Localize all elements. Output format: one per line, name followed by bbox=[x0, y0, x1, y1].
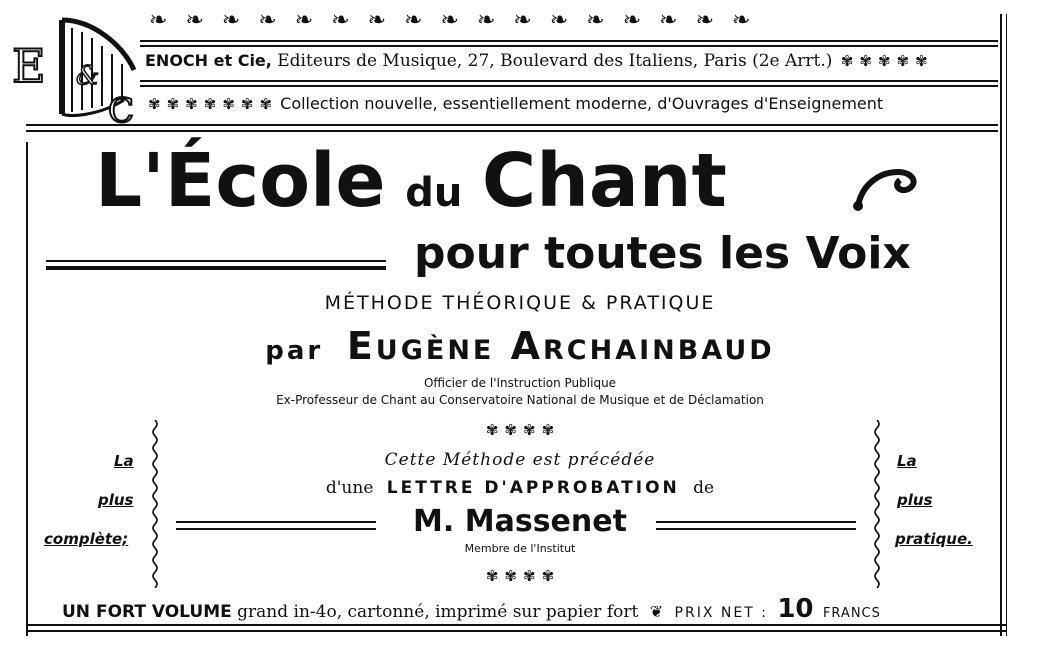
fleuron-icon: ✾ bbox=[485, 421, 499, 439]
method-label: MÉTHODE THÉORIQUE & PRATIQUE bbox=[324, 292, 716, 314]
scroll-ornament-icon: ❧ bbox=[331, 10, 350, 33]
svg-text:&: & bbox=[76, 61, 100, 91]
subtitle-rule-left-2 bbox=[46, 268, 386, 270]
side-left-line-3: complète; bbox=[44, 530, 129, 548]
scroll-ornament-icon: ❧ bbox=[695, 10, 714, 33]
side-right-line-3: pratique. bbox=[895, 530, 973, 548]
publisher-name: ENOCH et Cie, bbox=[145, 51, 272, 70]
fleuron-icon: ✾ bbox=[896, 52, 910, 70]
side-left-line-1: La bbox=[114, 452, 134, 470]
scroll-ornament-icon: ❧ bbox=[294, 10, 314, 33]
approval-pre: d'une bbox=[325, 478, 374, 498]
fleuron-icon: ✾ bbox=[148, 95, 161, 113]
approval-line-1: Cette Méthode est précédée bbox=[384, 450, 656, 470]
harp-monogram-icon bbox=[12, 14, 142, 126]
scroll-ornament-icon: ❧ bbox=[659, 10, 678, 33]
footer-bold: UN FORT VOLUME bbox=[62, 602, 232, 622]
small-ornament-group bbox=[145, 94, 280, 113]
side-right-line-1: La bbox=[897, 452, 917, 470]
subtitle: pour toutes les Voix bbox=[414, 228, 911, 279]
price-label: PRIX NET : bbox=[674, 605, 768, 621]
fleuron-icon: ✾ bbox=[523, 567, 536, 585]
fleuron-icon: ✾ bbox=[541, 567, 555, 585]
fleuron-icon: ✾ bbox=[541, 421, 555, 439]
scroll-ornament-icon: ❧ bbox=[586, 10, 605, 33]
collection-text: Collection nouvelle, essentiellement moderne, d'Ouvrages d'Enseignement bbox=[280, 94, 884, 113]
massenet-role: Membre de l'Institut bbox=[464, 542, 576, 555]
scroll-ornament-icon: ❧ bbox=[513, 10, 532, 33]
ornament-row-top bbox=[140, 10, 1000, 38]
fleuron-icon: ✾ bbox=[877, 52, 891, 70]
fleuron-icon: ✾ bbox=[166, 95, 180, 113]
fleuron-icon: ✾ bbox=[222, 95, 235, 113]
footer-rule bbox=[26, 624, 1006, 632]
side-left-line-2: plus bbox=[98, 491, 134, 509]
fleuron-icon: ✾ bbox=[185, 95, 198, 113]
fleuron-icon: ✾ bbox=[203, 95, 217, 113]
title-part-2: du bbox=[405, 170, 463, 216]
scroll-ornament-icon: ❧ bbox=[549, 10, 569, 33]
scroll-ornament-icon: ❧ bbox=[258, 10, 277, 33]
title-part-3: Chant bbox=[481, 138, 727, 224]
price-currency: FRANCS bbox=[822, 606, 881, 621]
scroll-ornament-icon bbox=[852, 158, 924, 216]
author-role-2: Ex-Professeur de Chant au Conservatoire National de Musique et de Déclamation bbox=[276, 393, 764, 407]
approval-main: LETTRE D'APPROBATION bbox=[386, 478, 680, 498]
fleuron-icon: ✾ bbox=[259, 95, 273, 113]
small-ornament-group bbox=[838, 51, 931, 71]
author-line bbox=[0, 324, 1040, 368]
header-rule-3 bbox=[26, 124, 998, 132]
fleuron-icon: ✾ bbox=[240, 95, 254, 113]
author-name: Eugène Archainbaud bbox=[346, 324, 775, 368]
header-rule-1 bbox=[140, 40, 998, 47]
fleuron-icon: ✾ bbox=[840, 52, 854, 70]
author-role-1: Officier de l'Instruction Publique bbox=[423, 376, 617, 390]
fleuron-icon: ✾ bbox=[504, 567, 517, 585]
fleuron-icon: ✾ bbox=[859, 52, 872, 70]
scroll-ornament-icon: ❧ bbox=[149, 10, 168, 33]
title-part-1: L'École bbox=[95, 138, 386, 224]
approval-line-2 bbox=[0, 478, 1040, 498]
scroll-ornament-icon: ❧ bbox=[440, 10, 459, 33]
ornament-group-lower bbox=[0, 566, 1040, 585]
svg-text:C: C bbox=[108, 91, 135, 126]
scroll-ornament-icon: ❧ bbox=[367, 10, 387, 33]
subtitle-rule-left bbox=[46, 260, 386, 268]
scroll-ornament-icon: ❧ bbox=[221, 10, 241, 33]
approval-post: de bbox=[693, 478, 715, 498]
scroll-ornament-icon: ❧ bbox=[732, 10, 751, 33]
svg-text:E: E bbox=[12, 39, 46, 93]
fleuron-icon: ✾ bbox=[523, 421, 536, 439]
fleuron-icon: ✾ bbox=[504, 421, 517, 439]
scroll-ornament-icon: ❧ bbox=[404, 10, 423, 33]
scroll-ornament-icon: ❧ bbox=[185, 10, 204, 33]
main-title bbox=[95, 138, 727, 224]
publisher-line bbox=[145, 51, 931, 71]
publisher-address: Editeurs de Musique, 27, Boulevard des Italiens, Paris (2e Arrt.) bbox=[277, 51, 833, 71]
side-right-line-2: plus bbox=[897, 491, 933, 509]
fleuron-icon: ✾ bbox=[915, 52, 928, 70]
scroll-ornament-icon: ❧ bbox=[622, 10, 642, 33]
header-rule-2 bbox=[140, 80, 998, 87]
scroll-ornament-icon: ❧ bbox=[476, 10, 496, 33]
price-value: 10 bbox=[777, 594, 814, 624]
footer-line bbox=[62, 594, 881, 624]
by-word: par bbox=[265, 336, 324, 366]
leaf-icon: ❦ bbox=[649, 602, 664, 621]
fleuron-icon: ✾ bbox=[485, 567, 499, 585]
massenet-name: M. Massenet bbox=[413, 504, 627, 539]
footer-text: grand in-4o, cartonné, imprimé sur papier fort bbox=[237, 602, 639, 622]
collection-line bbox=[145, 94, 883, 113]
